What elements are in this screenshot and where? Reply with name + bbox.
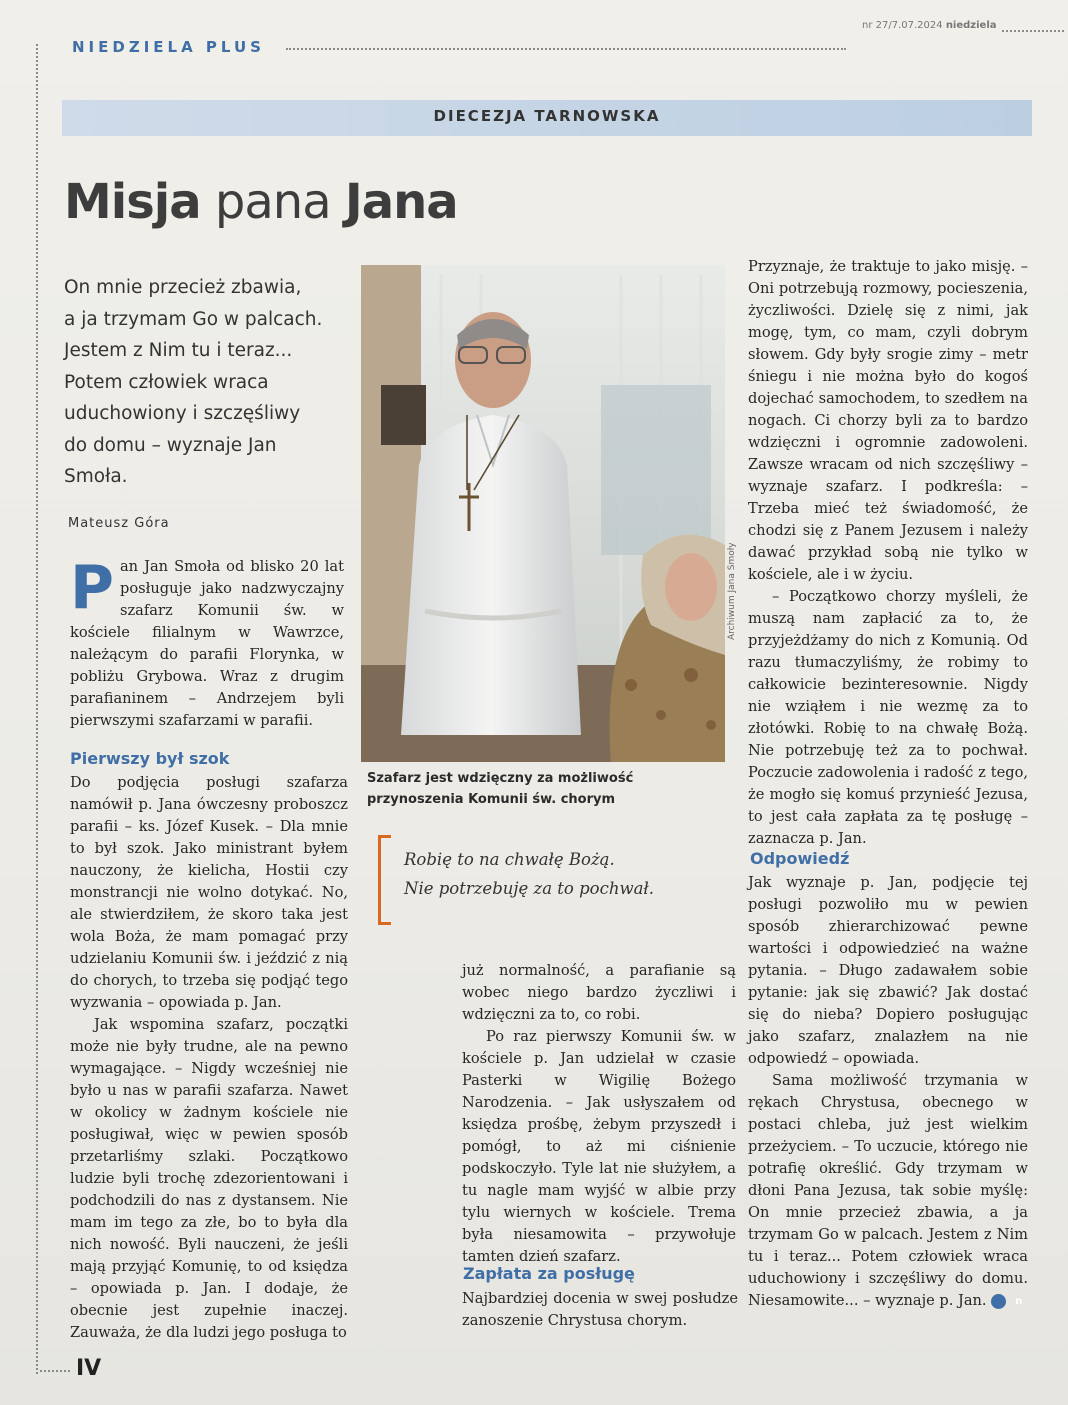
lead-line: a ja trzymam Go w palcach. [64, 308, 323, 330]
page-number: IV [76, 1356, 102, 1381]
paragraph: Przyznaje, że traktuje to jako misję. – Oni potrzebują rozmowy, pocieszenia, życzliwości. Dzielę się z nimi, jak mogę, tym, co mam, czyli dobrym słowem. Gdy były srogie zimy – metr śniegu i nie można było do kogoś dojechać samochodem, to szedłem na nogach. Ci chorzy byli za to bardzo wdzięczni i ogromnie zadowoleni. Zawsze wracam od nich szczęśliwy – wyznaje szafarz. I podkreśla: – Trzeba mieć też świadomość, że chodzi się z Panem Jezusem i należy dawać przykład sobą nie tylko w kościele, ale i w życiu. [748, 258, 1028, 583]
paragraph: Jak wspomina szafarz, początki może nie były trudne, ale na pewno wymagające. – Nigdy wcześniej nie było u nas w parafii szafarza. Nawet w okolicy w żadnym kościele nie posługiwał, więc w pewien sposób przetarliśmy szlaki. Początkowo ludzie byli trochę zdezorientowani i podchodzili do nas z dystansem. Nie mam im tego za złe, bo to była dla nich nowość. Byli nauczeni, że jeśli mają przyjąć Komunię, to od księdza – opowiada p. Jan. I dodaje, że obecnie jest zupełnie inaczej. Zauważa, że dla ludzi jego posługa to [70, 1016, 348, 1341]
column-2-end [462, 1288, 738, 1332]
brand-name: niedziela [945, 20, 997, 31]
quote-bracket [378, 835, 391, 925]
quote-text [404, 845, 654, 903]
top-dotted-rule [286, 48, 846, 50]
lead-line: uduchowiony i szczęśliwy [64, 403, 301, 424]
subheading-first-shock: Pierwszy był szok [70, 749, 230, 768]
subheading-answer: Odpowiedź [750, 849, 850, 868]
quote-line: Robię to na chwałę Bożą. [404, 850, 615, 869]
subheading-payment: Zapłata za posługę [463, 1264, 635, 1283]
title-word-1: Misja [64, 174, 201, 230]
column-3-body [748, 256, 1028, 850]
left-dotted-rule [36, 44, 38, 1374]
intro-text: an Jan Smoła od blisko 20 lat posługuje jako nadzwyczajny szafarz Komunii św. w kościele filialnym w Wawrzce, należącym do parafii Florynka, w pobliżu Grybowa. Wraz z drugim parafianinem – Andrzejem byli pierwszymi szafarzami w parafii. [70, 558, 344, 729]
lead-line: Smoła. [64, 466, 128, 487]
issue-dotted-rule [1002, 30, 1064, 32]
diocese-label: DIECEZJA TARNOWSKA [433, 107, 661, 125]
title-word-3: Jana [344, 174, 458, 230]
photo-caption: Szafarz jest wdzięczny za możliwość przynoszenia Komunii św. chorym [367, 771, 634, 807]
paragraph [748, 1070, 1028, 1312]
lead-line: Potem człowiek wraca [64, 371, 269, 393]
section-label: NIEDZIELA PLUS [72, 38, 265, 56]
pull-quote [378, 835, 718, 919]
page-number-dotted-rule [40, 1370, 70, 1372]
diocese-band [62, 100, 1032, 136]
photo-illustration [361, 265, 725, 762]
article-lead [64, 272, 342, 493]
paragraph: Najbardziej docenia w swej posłudze zanoszenie Chrystusa chorym. [462, 1290, 738, 1329]
author-byline: Mateusz Góra [68, 516, 170, 531]
paragraph: Po raz pierwszy Komunii św. w kościele p. Jan udzielał w czasie Pasterki w Wigilię Bożego Narodzenia. – Jak usłyszałem od księdza prośbę, żebym przyszedł i pomógł, to aż mi ciśnienie podskoczyło. Tyle lat nie służyłem, a tu nagle mam wyjść w albie przy tylu wiernych w kościele. Trema była niesamowita – przywołuje tamten dzień szafarz. [462, 1028, 736, 1265]
issue-info [862, 20, 997, 31]
quote-line: Nie potrzebuję za to pochwał. [404, 879, 655, 898]
paragraph: już normalność, a parafianie są wobec niego bardzo życzliwi i wdzięczni za to, co robi. [462, 962, 736, 1023]
photo-credit: Archiwum Jana Smoły [727, 542, 737, 640]
issue-number: nr 27/7.07.2024 [862, 20, 943, 31]
column-1-intro [70, 553, 344, 732]
lead-line: Jestem z Nim tu i teraz... [64, 340, 293, 361]
closing-text: Sama możliwość trzymania w rękach Chrystusa, obecnego w postaci chleba, już jest wielkim przeżyciem. – To uczucie, którego nie potrafię określić. Gdy trzymam w dłoni Pana Jezusa, tak sobie myślę: On mnie przecież zbawia, a ja trzymam Go w palcach. Jestem z Nim tu i teraz... Potem człowiek wraca uduchowiony i szczęśliwy do domu. Niesamowite... – wyznaje p. Jan. [748, 1072, 1028, 1309]
title-word-2: pana [200, 174, 345, 230]
paragraph: Jak wyznaje p. Jan, podjęcie tej posługi pozwoliło mu w pewien sposób zhierarchizować pewne wartości i odpowiedzieć na ważne pytania. – Długo zadawałem sobie pytanie: jak się zbawić? Jak dostać się do nieba? Dopiero posługując jako szafarz, znalazłem na nie odpowiedź – opowiada. [748, 874, 1028, 1067]
paragraph: Do podjęcia posługi szafarza namówił p. Jana ówczesny proboszcz parafii – ks. Józef Kusek. – Dla mnie to był szok. Jako ministrant byłem nauczony, że kielicha, Hostii czy monstrancji nie wolno dotykać. No, ale stwierdziłem, że skoro taka jest wola Boża, że mam pomagać przy udzielaniu Komunii św. i jeździć z nią do chorych, to trzeba się podjąć tego wyzwania – opowiada p. Jan. [70, 774, 348, 1011]
lead-line: do domu – wyznaje Jan [64, 434, 277, 456]
end-mark-icon: n [991, 1294, 1006, 1309]
paragraph: – Początkowo chorzy myśleli, że muszą nam zapłacić za to, że przyjeżdżamy do nich z Komunią. Od razu tłumaczyliśmy, że robimy to całkowicie bezinteresownie. Nigdy nie wziąłem i nie wezmę za to złotówki. Robię to na chwałę Bożą. Nie potrzebuję też za to pochwał. Poczucie zadowolenia i radość z tego, że mogło się komuś przynieść Jezusa, to jest cała zapłata za tę posługę – zaznacza p. Jan. [748, 588, 1028, 847]
article-title [64, 174, 458, 230]
drop-cap: P [70, 553, 114, 623]
column-1-body [70, 772, 348, 1344]
column-2-body [462, 960, 736, 1268]
article-photo [361, 265, 725, 762]
lead-line: On mnie przecież zbawia, [64, 277, 302, 298]
column-3-end [748, 872, 1028, 1312]
